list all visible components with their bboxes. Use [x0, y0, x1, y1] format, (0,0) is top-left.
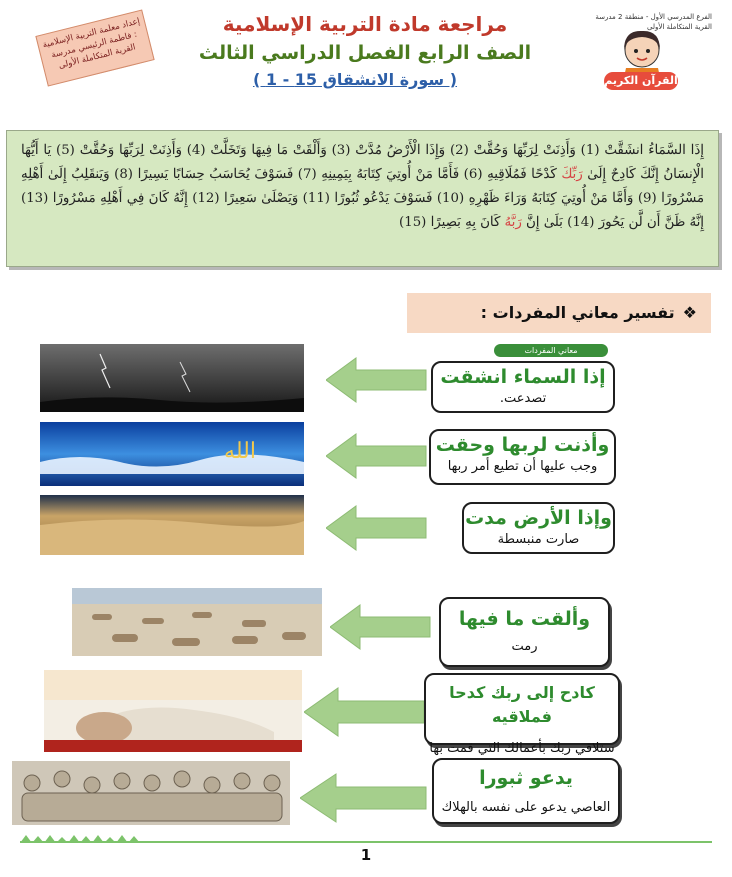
- surah-label: ( سورة الانشقاق 15 - 1 ): [252, 70, 458, 89]
- prepared-by-note: إعداد معلمة التربية الإسلامية : فاطمة الرئيسي مدرسة القرية المتكاملة الأولى: [35, 9, 154, 86]
- vocab-meaning: ستلاقي ربك بأعمالك التي قمت بها: [429, 741, 615, 756]
- verses-highlight-1: رَبِّكَ: [561, 167, 583, 182]
- verses-highlight-2: رَبَّهُ: [504, 215, 522, 230]
- vocab-meaning: صارت منبسطة: [497, 532, 580, 547]
- page-number: 1: [360, 846, 372, 864]
- verses-text-2: كَدْحًا فَمُلَاقِيهِ (6) فَأَمَّا مَنْ أُوتِيَ كِتَابَهُ بِيَمِينِهِ (7) فَسَوْفَ يُحَاسَبُ حِسَابًا يَسِيرًا (8) وَيَنقَلِبُ إِلَىٰ أَهْلِهِ مَسْرُورًا (9) وَأَمَّا مَنْ أُوتِيَ كِتَابَهُ وَرَاءَ ظَهْرِهِ (10) فَسَوْفَ يَدْعُو ثُبُورًا (11) وَيَصْلَىٰ سَعِيرًا (12) إِنَّهُ كَانَ فِي أَهْلِهِ مَسْرُورًا (13) إِنَّهُ ظَنَّ أَن لَّن يَحُورَ (14) بَلَىٰ إِنَّ: [21, 167, 704, 230]
- allah-calligraphy: الله: [224, 439, 256, 464]
- grade-subtitle: الصف الرابع الفصل الدراسي الثالث: [198, 42, 532, 64]
- page-title: مراجعة مادة التربية الإسلامية: [222, 12, 508, 36]
- desert-land-image: [40, 495, 304, 555]
- vocab-card-2: [429, 429, 616, 485]
- verses-text-1: إِذَا السَّمَاءُ انشَقَّتْ (1) وَأَذِنَتْ لِرَبِّهَا وَحُقَّتْ (2) وَإِذَا الْأَرْضُ مُدَّتْ (3) وَأَلْقَتْ مَا فِيهَا وَتَخَلَّتْ (4) وَأَذِنَتْ لِرَبِّهَا وَحُقَّتْ (5) يَا أَيُّهَا الْإِنسَانُ إِنَّكَ كَادِحٌ إِلَىٰ: [21, 143, 705, 182]
- crowd-image: [12, 761, 290, 825]
- allah-sky-image: [40, 422, 304, 486]
- arrow-left-icon: [326, 504, 428, 552]
- storm-sky-image: [40, 344, 304, 412]
- verses-text-3: كَانَ بِهِ بَصِيرًا (15): [399, 215, 501, 230]
- vocab-meaning: رمت: [511, 639, 538, 654]
- section-heading-text: تفسير معاني المفردات :: [480, 303, 675, 322]
- arrow-left-icon: [304, 686, 426, 738]
- vocab-meaning: العاصي يدعو على نفسه بالهلاك: [441, 800, 611, 815]
- arrow-left-icon: [326, 356, 428, 404]
- vocab-tag: معاني المفردات: [494, 344, 608, 357]
- arrow-left-icon: [330, 603, 432, 651]
- surah-verses: [6, 130, 719, 267]
- vocab-card-4: [439, 597, 610, 667]
- vocab-meaning: تصدعت.: [499, 391, 547, 406]
- arrow-left-icon: [326, 432, 428, 480]
- vocab-card-5: [424, 673, 620, 756]
- vocab-meaning: وجب عليها أن تطيع أمر ربها: [447, 459, 598, 474]
- vocab-card-3: [462, 502, 615, 554]
- grass-divider: [20, 828, 712, 836]
- vocab-card-6: [432, 758, 620, 824]
- prostration-image: [44, 670, 302, 752]
- vocab-word: وألقت ما فيها: [458, 608, 591, 630]
- vocab-word: وإذا الأرض مدت: [465, 507, 612, 529]
- vocab-word: إذا السماء انشقت: [440, 366, 606, 388]
- school-name: الفرع المدرسي الأول - منطقة 2 مدرسة القرية المتكاملة الأولى: [595, 13, 712, 31]
- vocab-card-1: [431, 361, 615, 413]
- section-heading: [407, 293, 711, 333]
- arrow-left-icon: [300, 772, 428, 824]
- vocab-word: يدعو ثبورا: [479, 767, 573, 789]
- quran-badge: القرآن الكريم: [604, 72, 678, 90]
- vocab-word: كادح إلى ربك كدحا فملاقيه: [449, 683, 595, 726]
- diamond-bullet-icon: ❖: [682, 303, 697, 322]
- vocab-word: وأذنت لربها وحقت: [435, 434, 610, 456]
- graves-image: [72, 588, 322, 656]
